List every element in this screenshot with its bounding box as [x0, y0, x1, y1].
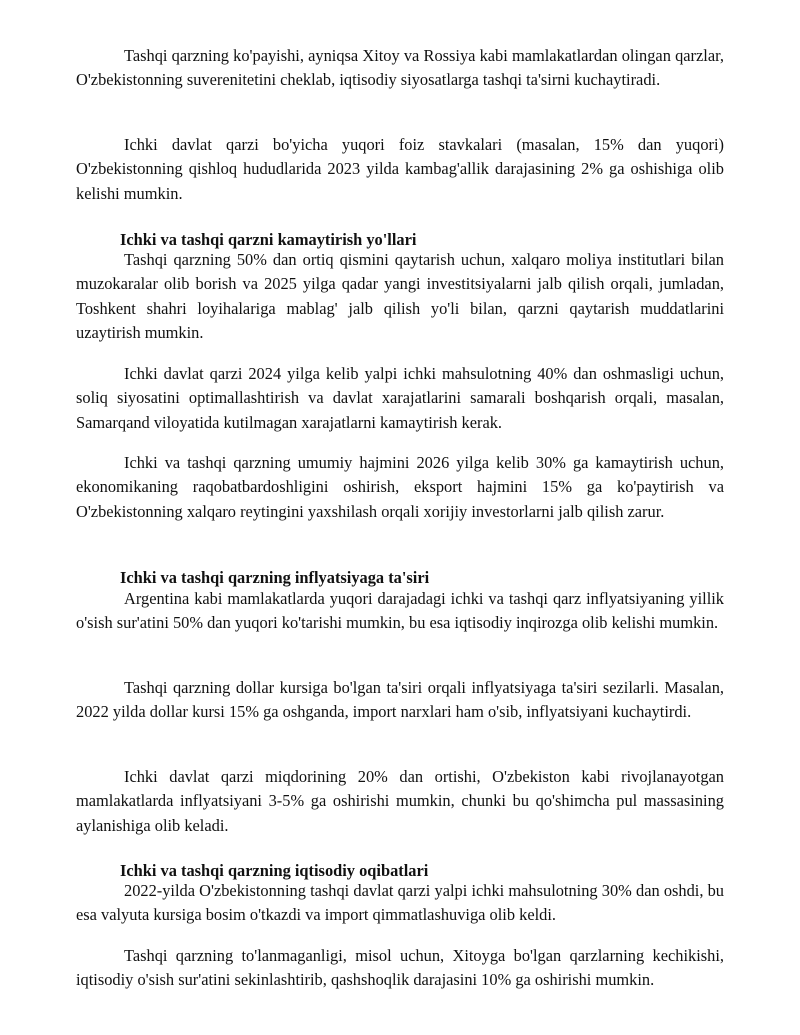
paragraph-domestic-debt-interest: Ichki davlat qarzi bo'yicha yuqori foiz stavkalari (masalan, 15% dan yuqori) O'zbekistonning qishloq hududlarida 2023 yilda kambag'allik darajasining 2% ga oshishiga olib kelishi mumkin.	[76, 135, 724, 203]
paragraph-argentina-inflation: Argentina kabi mamlakatlarda yuqori darajadagi ichki va tashqi qarz inflyatsiyaning yillik o'sish sur'atini 50% dan yuqori ko'tarishi mumkin, bu esa iqtisodiy inqirozga olib kelishi mumkin.	[76, 589, 724, 633]
heading-debt-inflation: Ichki va tashqi qarzning inflyatsiyaga ta'siri	[120, 568, 430, 587]
paragraph-money-supply-inflation: Ichki davlat qarzi miqdorining 20% dan ortishi, O'zbekiston kabi rivojlanayotgan mamlakatlarda inflyatsiyani 3-5% ga oshirishi mumkin, chunki bu qo'shimcha pul massasining aylanishiga olib keladi.	[76, 767, 724, 835]
paragraph-total-debt-reduction: Ichki va tashqi qarzning umumiy hajmini 2026 yilga kelib 30% ga kamaytirish uchun, ekonomikaning raqobatbardoshligini oshirish, eksport hajmini 15% ga ko'paytirish va O'zbekistonning xalqaro reytingini yaxshilash orqali xorijiy investorlarni jalb qilish zarur.	[76, 453, 724, 521]
paragraph-2022-external-debt: 2022-yilda O'zbekistonning tashqi davlat qarzi yalpi ichki mahsulotning 30% dan oshdi, bu esa valyuta kursiga bosim o'tkazdi va import qimmatlashuviga olib keldi.	[76, 881, 724, 925]
paragraph-domestic-debt-gdp: Ichki davlat qarzi 2024 yilga kelib yalpi ichki mahsulotning 40% dan oshmasligi uchun, soliq siyosatini optimallashtirish va davlat xarajatlarini samarali boshqarish orqali, masalan, Samarqand viloyatida kutilmagan xarajatlarni kamaytirish kerak.	[76, 364, 724, 432]
paragraph-external-debt-repayment: Tashqi qarzning 50% dan ortiq qismini qaytarish uchun, xalqaro moliya institutlari bilan muzokaralar olib borish va 2025 yilga qadar yangi investitsiyalarni jalb qilish orqali, jumladan, Toshkent shahri loyihalariga mablag' jalb qilish yo'li bilan, qarzni qaytarish muddatlarini uzaytirish mumkin.	[76, 250, 724, 343]
paragraph-dollar-rate-inflation: Tashqi qarzning dollar kursiga bo'lgan ta'siri orqali inflyatsiyaga ta'siri sezilarli. Masalan, 2022 yilda dollar kursi 15% ga oshganda, import narxlari ham o'sib, inflyatsiyani kuchaytirdi.	[76, 678, 724, 722]
paragraph-unpaid-debt-poverty: Tashqi qarzning to'lanmaganligi, misol uchun, Xitoyga bo'lgan qarzlarning kechikishi, iqtisodiy o'sish sur'atini sekinlashtirib, qashshoqlik darajasini 10% ga oshirishi mumkin.	[76, 946, 724, 990]
heading-debt-reduction: Ichki va tashqi qarzni kamaytirish yo'llari	[120, 230, 417, 249]
heading-economic-consequences: Ichki va tashqi qarzning iqtisodiy oqibatlari	[120, 861, 429, 880]
paragraph-foreign-debt-sovereignty: Tashqi qarzning ko'payishi, ayniqsa Xitoy va Rossiya kabi mamlakatlardan olingan qarzlar, O'zbekistonning suverenitetini cheklab, iqtisodiy siyosatlarga tashqi ta'sirni kuchaytiradi.	[76, 46, 724, 90]
